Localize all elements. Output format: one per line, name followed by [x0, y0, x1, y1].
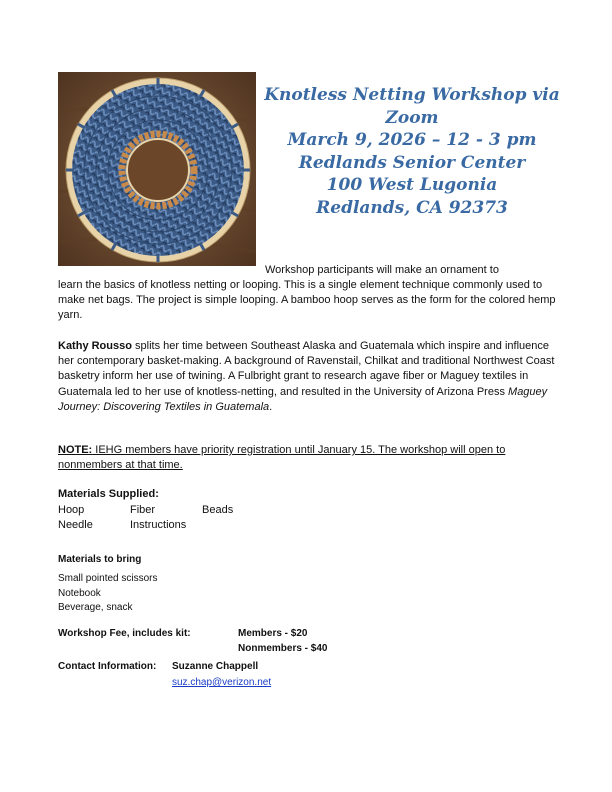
materials-supplied-heading: Materials Supplied: [58, 488, 159, 500]
bio-text: splits her time between Southeast Alaska and Guatemala which inspire and influence her contemporary basket-making. A background of Ravenstail, Chilkat and traditional Northwest Coast basketry inform her use of twining. A Fulbright grant to research agave fiber or Maguey textiles in Guatemala led to her use of knotless-netting, and resulted in the University of Arizona Press [58, 340, 555, 398]
basket-illustration [58, 72, 256, 266]
contact-label: Contact Information: [58, 661, 157, 672]
note-text: IEHG members have priority registration until January 15. The workshop will open to nonmembers at that time. [58, 444, 506, 472]
bio-end: . [269, 400, 273, 413]
supplied-item: Beads [202, 504, 234, 516]
intro-first-line: Workshop participants will make an ornament to [265, 264, 499, 276]
book-title: Maguey Journey: Discovering Textiles in Guatemala [58, 385, 548, 413]
contact-email-link[interactable]: suz.chap@verizon.net [172, 677, 272, 688]
materials-bring-list [58, 572, 157, 616]
title-line-6: Redlands, CA 92373 [316, 197, 508, 218]
note-label: NOTE: [58, 444, 93, 456]
title-line-3: March 9, 2026 – 12 - 3 pm [287, 130, 537, 150]
fee-label: Workshop Fee, includes kit: [58, 628, 191, 639]
fee-nonmembers: Nonmembers - $40 [238, 643, 328, 654]
supplied-item: Instructions [130, 519, 187, 531]
instructor-bio [58, 339, 558, 415]
title-line-5: 100 West Lugonia [326, 175, 498, 195]
materials-bring-heading: Materials to bring [58, 554, 142, 565]
bring-item: Small pointed scissors [58, 573, 158, 584]
supplied-item: Needle [58, 519, 93, 531]
bring-item: Notebook [58, 587, 101, 599]
instructor-name: Kathy Rousso [58, 340, 132, 352]
contact-name: Suzanne Chappell [172, 661, 259, 672]
supplied-item: Fiber [130, 504, 156, 516]
workshop-title [262, 84, 562, 219]
looped-basket-photo [58, 72, 256, 266]
supplied-item: Hoop [58, 504, 85, 516]
title-line-1: Knotless Netting Workshop via [264, 85, 560, 105]
title-line-4: Redlands Senior Center [298, 152, 526, 173]
title-line-2: Zoom [385, 107, 439, 128]
registration-note [58, 443, 558, 473]
bring-item: Beverage, snack [58, 602, 133, 613]
intro-paragraph: learn the basics of knotless netting or looping. This is a single element technique commonly used to make net bags. The project is simple looping. A bamboo hoop serves as the form for the colored hemp yarn. [58, 279, 556, 321]
fee-members: Members - $20 [238, 628, 308, 639]
